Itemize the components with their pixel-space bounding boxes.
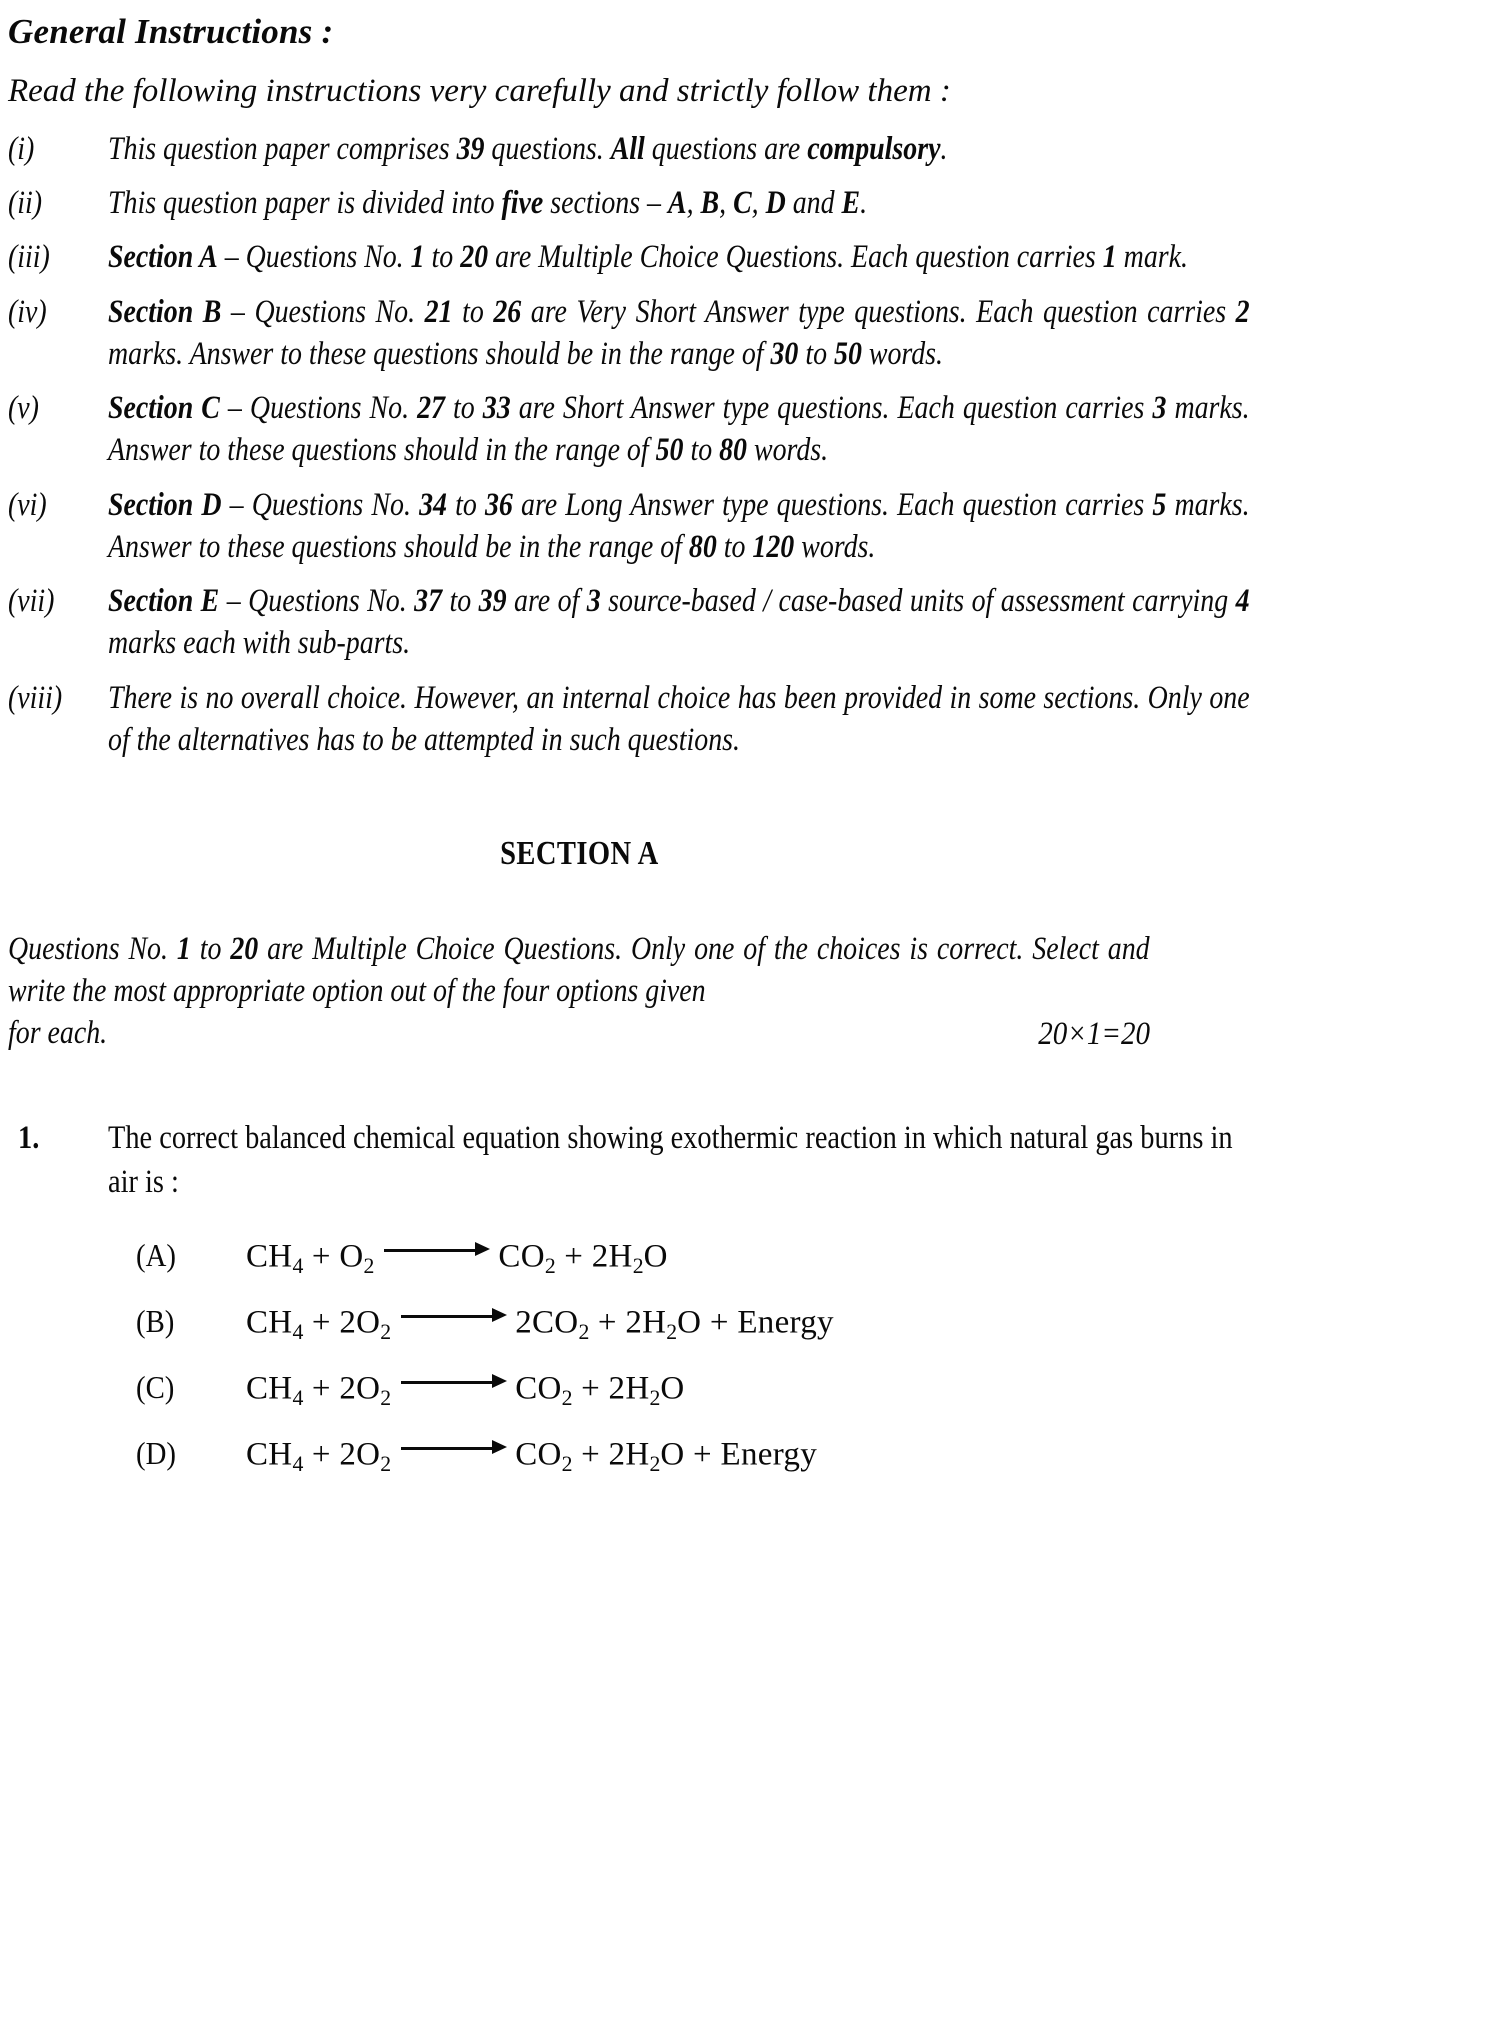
instruction-item — [8, 677, 1250, 761]
instruction-body — [108, 291, 1250, 375]
emphasis-text: B — [700, 185, 720, 222]
formula-subscript: 2 — [380, 1451, 392, 1476]
emphasis-text: 27 — [417, 390, 445, 427]
instruction-body — [108, 387, 1250, 471]
plain-text: marks. Answer to these questions should be in the range of — [108, 335, 771, 372]
plain-text: There is no overall choice. However, an internal choice has been provided in some sections. Only one of the alternatives has to be attempted in such questions. — [108, 679, 1250, 758]
question-1-text: The correct balanced chemical equation showing exothermic reaction in which natural gas burns in air is : — [108, 1119, 1233, 1200]
emphasis-text: Section C — [108, 390, 220, 427]
instruction-label: (ii) — [8, 185, 43, 222]
plain-text: , — [719, 185, 734, 222]
emphasis-text: 120 — [752, 528, 795, 565]
plain-text: to — [683, 432, 720, 469]
formula-fragment: + 2H — [589, 1304, 667, 1341]
formula-fragment: + 2H — [572, 1370, 650, 1407]
plain-text: to — [442, 583, 479, 620]
plain-text: – Questions No. — [217, 239, 411, 276]
formula-fragment: + 2O — [303, 1304, 381, 1341]
instruction-body — [108, 677, 1250, 761]
emphasis-text: 36 — [484, 486, 513, 523]
plain-text: – Questions No. — [221, 486, 420, 523]
plain-text: words. — [794, 528, 876, 565]
chemical-equation — [246, 1301, 834, 1346]
plain-text: – Questions No. — [221, 293, 425, 330]
formula-subscript: 2 — [380, 1385, 392, 1410]
formula-subscript: 4 — [292, 1385, 304, 1410]
instruction-label: (iii) — [8, 239, 50, 276]
instruction-item — [8, 236, 1188, 278]
plain-text: to — [798, 335, 835, 372]
plain-text: marks each with sub-parts. — [108, 625, 411, 662]
reaction-arrow-icon — [384, 1235, 490, 1265]
plain-text: to — [446, 486, 485, 523]
instruction-item — [8, 387, 1250, 471]
instruction-label: (i) — [8, 131, 35, 167]
plain-text: sections – — [543, 185, 668, 222]
emphasis-text: D — [765, 185, 786, 222]
emphasis-text: Section A — [108, 239, 218, 276]
plain-text: . — [940, 131, 948, 167]
section-a-marks-note: 20×1=20 — [1038, 1015, 1150, 1052]
instruction-body — [108, 236, 1250, 278]
option-letter: (A) — [136, 1236, 176, 1273]
chemical-equation — [246, 1235, 668, 1280]
formula-subscript: 2 — [666, 1319, 678, 1344]
emphasis-text: 37 — [414, 583, 443, 620]
formula-subscript: 4 — [292, 1451, 304, 1476]
formula-fragment: + 2O — [303, 1370, 381, 1407]
instruction-item — [8, 580, 1250, 664]
formula-fragment: O + Energy — [677, 1304, 834, 1341]
emphasis-text: Section D — [108, 486, 222, 523]
option-row[interactable] — [8, 1433, 1150, 1499]
formula-subscript: 2 — [632, 1253, 644, 1278]
plain-text: , — [686, 185, 701, 222]
formula-fragment: CO — [498, 1238, 545, 1275]
chemical-equation — [246, 1367, 685, 1412]
plain-text: to — [716, 528, 753, 565]
instruction-item — [8, 128, 1150, 170]
instruction-body — [108, 128, 1250, 170]
emphasis-text: 20 — [230, 931, 259, 968]
plain-text: are Multiple Choice Questions. Each question carries — [488, 239, 1103, 276]
formula-fragment: + 2H — [572, 1436, 650, 1473]
plain-text: – Questions No. — [219, 390, 418, 427]
instruction-label: (vi) — [8, 486, 47, 523]
question-1 — [8, 1117, 1233, 1499]
plain-text: – Questions No. — [219, 583, 415, 620]
emphasis-text: 26 — [493, 293, 522, 330]
formula-fragment: CH — [246, 1304, 293, 1341]
plain-text: questions. — [484, 131, 611, 167]
emphasis-text: 3 — [586, 583, 601, 620]
emphasis-text: E — [841, 185, 861, 222]
emphasis-text: Section B — [108, 293, 222, 330]
formula-fragment: CO — [515, 1370, 562, 1407]
plain-text: to — [424, 239, 461, 276]
option-row[interactable] — [8, 1367, 1150, 1433]
emphasis-text: five — [501, 185, 544, 222]
emphasis-text: 50 — [655, 432, 684, 469]
instruction-item — [8, 484, 1250, 568]
instruction-body — [108, 182, 1250, 224]
instructions-list — [8, 128, 1250, 761]
plain-text: This question paper comprises — [108, 131, 457, 167]
emphasis-text: Section E — [108, 583, 220, 620]
emphasis-text: 30 — [770, 335, 799, 372]
instruction-label: (v) — [8, 390, 39, 427]
plain-text: , — [751, 185, 766, 222]
instruction-label: (iv) — [8, 293, 47, 330]
plain-text: marks. Answer to these questions should in the range of — [108, 390, 1250, 469]
emphasis-text: 2 — [1235, 293, 1250, 330]
plain-text: source-based / case-based units of assessment carrying — [600, 583, 1236, 620]
formula-subscript: 2 — [649, 1451, 661, 1476]
option-letter: (B) — [136, 1302, 175, 1339]
emphasis-text: C — [733, 185, 752, 222]
instruction-label: (viii) — [8, 679, 63, 716]
formula-subscript: 2 — [561, 1385, 573, 1410]
emphasis-text: 21 — [424, 293, 453, 330]
emphasis-text: 80 — [688, 528, 717, 565]
question-1-number: 1. — [18, 1119, 40, 1156]
formula-subscript: 2 — [363, 1253, 375, 1278]
formula-subscript: 2 — [649, 1385, 661, 1410]
formula-subscript: 4 — [292, 1319, 304, 1344]
plain-text: are Multiple Choice Questions. Only one of the choices is correct. Select and write the most appropriate option out of the four options given — [8, 931, 1150, 1009]
emphasis-text: 3 — [1152, 390, 1167, 427]
formula-fragment: 2CO — [515, 1304, 579, 1341]
emphasis-text: A — [667, 185, 687, 222]
instruction-item — [8, 182, 1150, 224]
emphasis-text: 20 — [460, 239, 489, 276]
emphasis-text: 1 — [176, 931, 191, 968]
emphasis-text: 50 — [834, 335, 862, 372]
section-a-intro-last-line: for each. — [8, 1014, 108, 1051]
plain-text: are Very Short Answer type questions. Each question carries — [521, 293, 1236, 330]
formula-fragment: CH — [246, 1238, 293, 1275]
reaction-arrow-icon — [401, 1367, 507, 1397]
section-a-intro-paragraph — [8, 929, 1150, 1055]
plain-text: mark. — [1116, 239, 1188, 276]
emphasis-text: 4 — [1235, 583, 1250, 620]
formula-subscript: 2 — [544, 1253, 556, 1278]
page-content — [8, 12, 1250, 1499]
plain-text: are of — [506, 583, 587, 620]
instruction-body — [108, 580, 1250, 664]
formula-subscript: 4 — [292, 1253, 304, 1278]
section-a-heading — [8, 835, 1150, 873]
section-a-intro-block — [8, 929, 1150, 1055]
formula-fragment: O — [643, 1238, 668, 1275]
question-1-options — [8, 1235, 1150, 1499]
instructions-lead-text: Read the following instructions very carefully and strictly follow them : — [8, 73, 951, 109]
option-row[interactable] — [8, 1301, 1150, 1367]
emphasis-text: 33 — [482, 390, 511, 427]
emphasis-text: 34 — [419, 486, 447, 523]
plain-text: . — [860, 185, 868, 222]
plain-text: questions are — [644, 131, 808, 167]
formula-fragment: CH — [246, 1436, 293, 1473]
emphasis-text: 39 — [478, 583, 507, 620]
instruction-label: (vii) — [8, 583, 55, 620]
plain-text: to — [190, 931, 231, 968]
formula-fragment: CH — [246, 1370, 293, 1407]
formula-subscript: 2 — [561, 1451, 573, 1476]
emphasis-text: 1 — [1102, 239, 1117, 276]
formula-fragment: + 2H — [555, 1238, 633, 1275]
option-letter: (C) — [136, 1368, 175, 1405]
instruction-body — [108, 484, 1250, 568]
section-a-heading-text: SECTION A — [499, 835, 659, 873]
formula-fragment: + O — [303, 1238, 364, 1275]
plain-text: Questions No. — [8, 931, 177, 968]
plain-text: marks. Answer to these questions should be in the range of — [108, 486, 1250, 565]
plain-text: are Long Answer type questions. Each question carries — [512, 486, 1153, 523]
formula-fragment: CO — [515, 1436, 562, 1473]
plain-text: to — [444, 390, 483, 427]
plain-text: are Short Answer type questions. Each question carries — [510, 390, 1153, 427]
plain-text: words. — [747, 432, 829, 469]
plain-text: to — [452, 293, 494, 330]
formula-fragment: O — [660, 1370, 685, 1407]
emphasis-text: 39 — [456, 131, 485, 167]
formula-fragment: O + Energy — [660, 1436, 818, 1473]
reaction-arrow-icon — [401, 1301, 507, 1331]
chemical-equation — [246, 1433, 817, 1478]
emphasis-text: compulsory — [807, 131, 941, 167]
formula-subscript: 2 — [380, 1319, 392, 1344]
reaction-arrow-icon — [401, 1433, 507, 1463]
general-instructions-heading: General Instructions : — [8, 12, 334, 51]
emphasis-text: 80 — [719, 432, 748, 469]
formula-fragment: + 2O — [303, 1436, 381, 1473]
emphasis-text: All — [610, 131, 645, 167]
option-row[interactable] — [8, 1235, 1150, 1301]
plain-text: and — [785, 185, 842, 222]
emphasis-text: 1 — [410, 239, 425, 276]
option-letter: (D) — [136, 1434, 176, 1471]
formula-subscript: 2 — [578, 1319, 590, 1344]
emphasis-text: 5 — [1152, 486, 1167, 523]
plain-text: words. — [861, 335, 944, 372]
plain-text: This question paper is divided into — [108, 185, 502, 222]
instruction-item — [8, 291, 1250, 375]
